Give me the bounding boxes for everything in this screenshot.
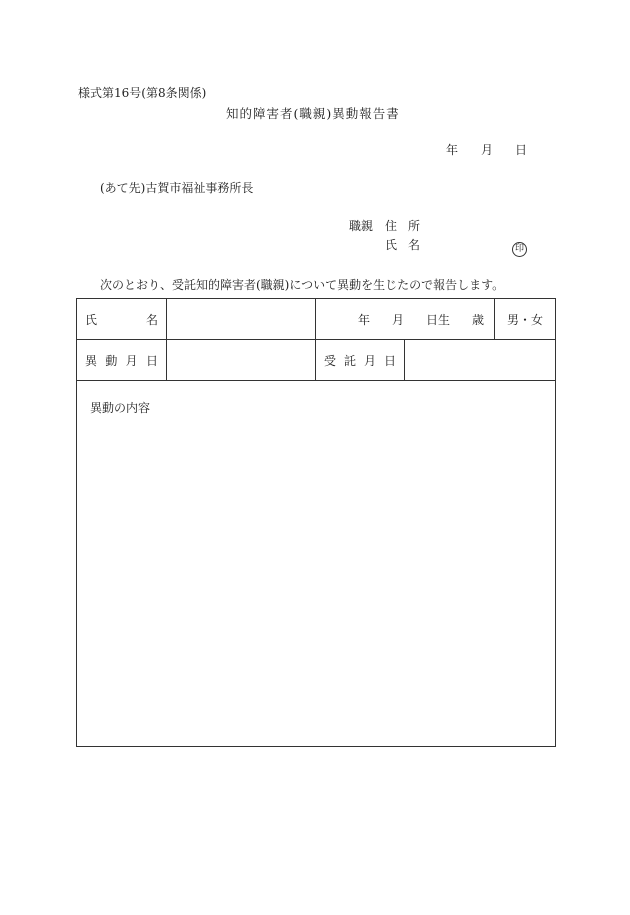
consign-date-label-cell [316, 340, 405, 381]
change-date-char-1: 異 [85, 353, 98, 368]
name-label-char-1: 氏 [85, 312, 98, 327]
reporter-prefix: 職親 [349, 219, 374, 233]
birth-year-label: 年 [358, 312, 371, 327]
address-label-2: 所 [408, 219, 421, 233]
consign-date-char-3: 月 [363, 353, 376, 368]
intro-text: 次のとおり、受託知的障害者(職親)について異動を生じたので報告します。 [100, 278, 505, 292]
address-label-1: 住 [385, 219, 398, 233]
gender-options: 男・女 [506, 312, 543, 327]
name-label-2: 名 [408, 238, 421, 252]
report-table [76, 298, 556, 747]
date-day-label: 日 [515, 143, 528, 157]
page-title: 知的障害者(職親)異動報告書 [226, 106, 400, 121]
birth-day-label: 日生 [425, 312, 450, 327]
change-date-char-4: 日 [145, 353, 158, 368]
date-row [77, 340, 556, 381]
change-date-label-cell [77, 340, 167, 381]
name-label-cell [77, 299, 167, 340]
birth-month-label: 月 [391, 312, 404, 327]
name-row [77, 299, 556, 340]
change-date-char-2: 動 [105, 353, 118, 368]
date-month-label: 月 [481, 143, 494, 157]
birth-cell[interactable] [316, 299, 495, 340]
gender-cell[interactable] [495, 299, 556, 340]
name-field[interactable] [167, 299, 316, 340]
seal-mark: 印 [512, 242, 527, 257]
change-content-label: 異動の内容 [90, 401, 151, 415]
name-label-1: 氏 [385, 238, 398, 252]
addressee: (あて先)古賀市福祉事務所長 [100, 181, 254, 195]
seal-icon [512, 236, 527, 257]
change-date-field[interactable] [167, 340, 316, 381]
content-row [77, 381, 556, 747]
consign-date-char-1: 受 [324, 353, 337, 368]
consign-date-char-4: 日 [383, 353, 396, 368]
consign-date-char-2: 託 [343, 353, 356, 368]
name-label-char-2: 名 [145, 312, 158, 327]
form-number: 様式第16号(第8条関係) [78, 86, 207, 100]
consign-date-field[interactable] [405, 340, 556, 381]
age-label: 歳 [471, 312, 484, 327]
change-date-char-3: 月 [125, 353, 138, 368]
date-year-label: 年 [446, 143, 459, 157]
change-content-field[interactable] [77, 381, 556, 747]
